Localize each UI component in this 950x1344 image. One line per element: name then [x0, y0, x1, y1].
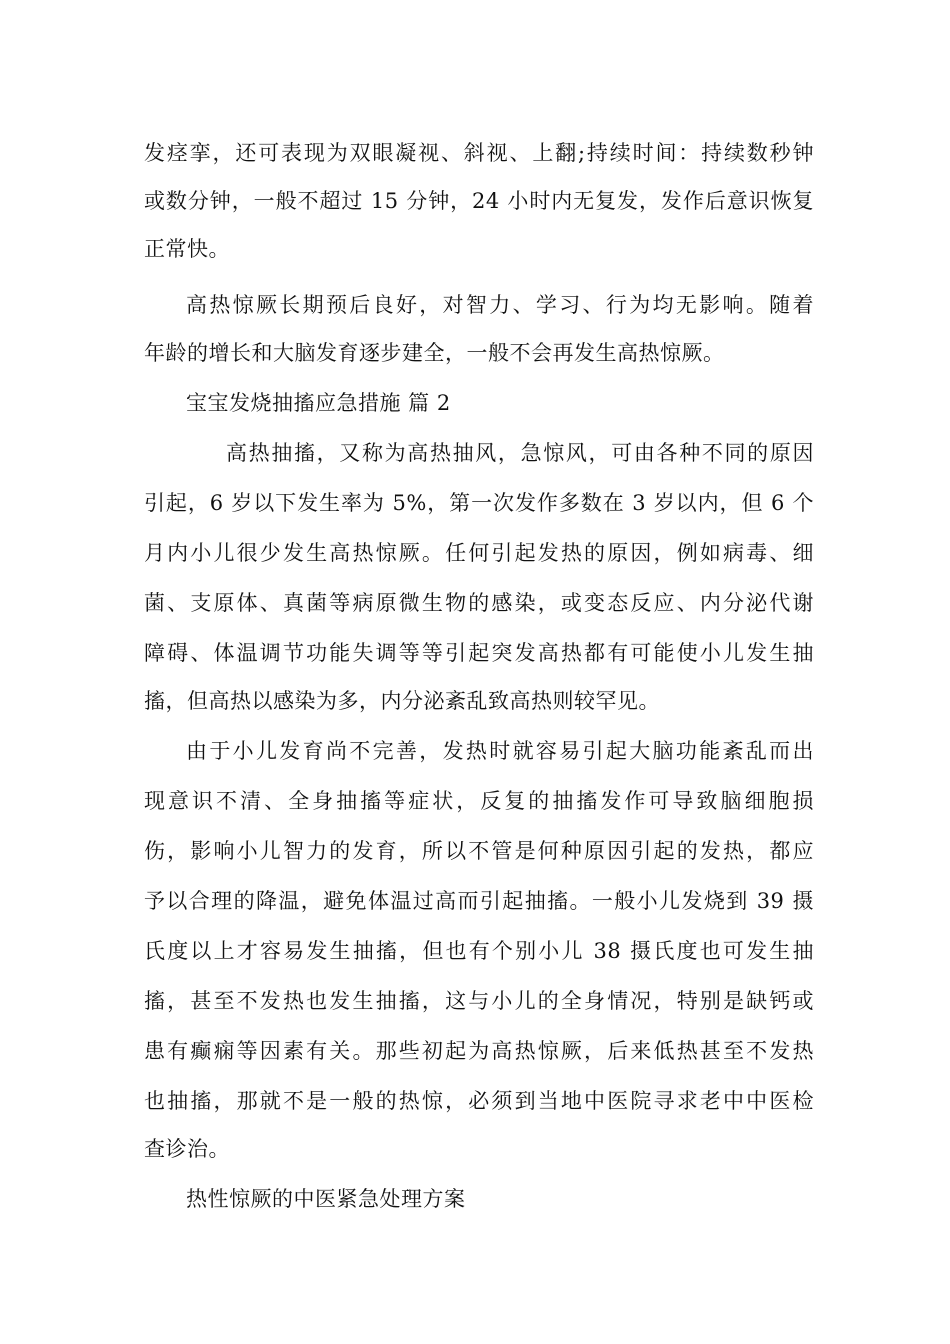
paragraph-1-line-2: 或数分钟，一般不超过 15 分钟，24 小时内无复发，发作后意识恢复 [144, 189, 814, 213]
paragraph-4-line-3: 伤，影响小儿智力的发育，所以不管是何种原因引起的发热，都应 [144, 839, 814, 863]
paragraph-3-line-5: 障碍、体温调节功能失调等等引起突发高热都有可能使小儿发生抽 [144, 641, 814, 665]
paragraph-3-line-2: 引起，6 岁以下发生率为 5%，第一次发作多数在 3 岁以内，但 6 个 [144, 491, 814, 515]
paragraph-4-line-7: 患有癫痫等因素有关。那些初起为高热惊厥，后来低热甚至不发热 [144, 1039, 814, 1063]
paragraph-2-line-1: 高热惊厥长期预后良好，对智力、学习、行为均无影响。随着 [186, 293, 814, 317]
paragraph-4-line-1: 由于小儿发育尚不完善，发热时就容易引起大脑功能紊乱而出 [186, 739, 814, 763]
paragraph-1-line-3: 正常快。 [144, 237, 230, 261]
paragraph-3-line-4: 菌、支原体、真菌等病原微生物的感染，或变态反应、内分泌代谢 [144, 591, 814, 615]
paragraph-2-line-2: 年龄的增长和大脑发育逐步建全，一般不会再发生高热惊厥。 [144, 341, 725, 365]
paragraph-4-line-8: 也抽搐，那就不是一般的热惊，必须到当地中医院寻求老中中医检 [144, 1089, 814, 1113]
section-heading-2: 热性惊厥的中医紧急处理方案 [186, 1187, 466, 1211]
paragraph-1-line-1: 发痉挛，还可表现为双眼凝视、斜视、上翻;持续时间：持续数秒钟 [144, 141, 814, 165]
paragraph-4-line-4: 予以合理的降温，避免体温过高而引起抽搐。一般小儿发烧到 39 摄 [144, 889, 814, 913]
paragraph-4-line-9: 查诊治。 [144, 1137, 230, 1161]
paragraph-4-line-2: 现意识不清、全身抽搐等症状，反复的抽搐发作可导致脑细胞损 [144, 789, 814, 813]
section-heading-1: 宝宝发烧抽搐应急措施 篇 2 [186, 391, 451, 415]
paragraph-3-line-6: 搐，但高热以感染为多，内分泌紊乱致高热则较罕见。 [144, 689, 660, 713]
paragraph-4-line-6: 搐，甚至不发热也发生抽搐，这与小儿的全身情况，特别是缺钙或 [144, 989, 814, 1013]
paragraph-3-line-1: 高热抽搐，又称为高热抽风，急惊风，可由各种不同的原因 [226, 441, 814, 465]
paragraph-3-line-3: 月内小儿很少发生高热惊厥。任何引起发热的原因，例如病毒、细 [144, 541, 814, 565]
paragraph-4-line-5: 氏度以上才容易发生抽搐，但也有个别小儿 38 摄氏度也可发生抽 [144, 939, 814, 963]
